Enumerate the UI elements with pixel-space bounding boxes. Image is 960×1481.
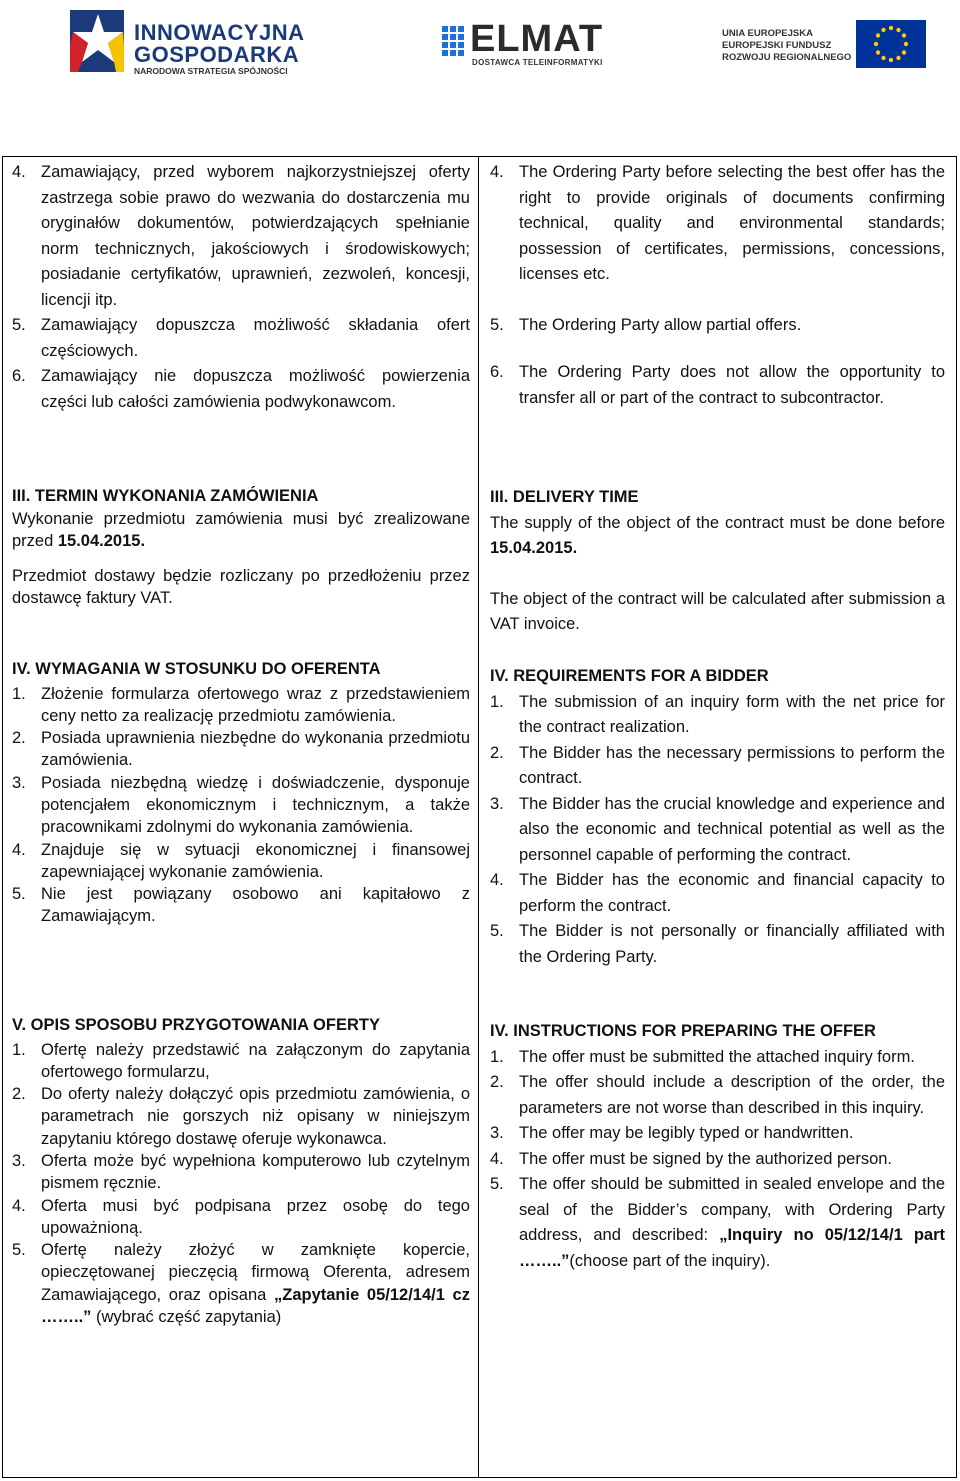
- en-item-number: 2.: [490, 1073, 504, 1091]
- pl-item-number: 4.: [12, 1196, 26, 1215]
- en-item-6: [490, 360, 945, 411]
- pl-item-number: 1.: [12, 684, 26, 703]
- pl-offer-item-5: [12, 1239, 470, 1328]
- en-delivery-text: The supply of the object of the contract must be done before: [490, 513, 945, 532]
- en-item-text: The offer must be submitted the attached inquiry form.: [519, 1047, 915, 1066]
- pl-item-text: Zamawiający dopuszcza możliwość składania ofert częściowych.: [41, 316, 470, 360]
- eu-flag-icon: [856, 20, 926, 68]
- ig-logo-line2: GOSPODARKA: [134, 42, 300, 67]
- en-item-number: 2.: [490, 743, 504, 762]
- en-section-4-heading: IV. REQUIREMENTS FOR A BIDDER: [490, 667, 769, 685]
- pl-item-text: Ofertę należy złożyć w zamknięte kopercie, opieczętowanej pieczęcią firmową Oferenta, adresem Zamawiającego, oraz opisana: [41, 1241, 470, 1304]
- en-item-4: [490, 160, 945, 288]
- en-item-text: The Ordering Party before selecting the best offer has the right to provide originals of documents confirming technical, quality and environmental standards; possession of certificates, permissions, concessions, licenses etc.: [519, 163, 945, 283]
- eu-logo-line3: ROZWOJU REGIONALNEGO: [722, 52, 852, 63]
- ig-star-emblem-icon: [68, 6, 128, 76]
- innowacyjna-gospodarka-logo: [68, 6, 328, 76]
- pl-item-number: 1.: [12, 1040, 26, 1059]
- en-section-5: [490, 1019, 945, 1274]
- en-item-5: [490, 313, 945, 339]
- pl-section-3-heading: III. TERMIN WYKONANIA ZAMÓWIENIA: [12, 487, 319, 505]
- en-item-number: 4.: [490, 871, 504, 889]
- en-item-text: The Ordering Party does not allow the opportunity to transfer all or part of the contract to subcontractor.: [519, 363, 945, 407]
- pl-section-5-heading: V. OPIS SPOSOBU PRZYGOTOWANIA OFERTY: [12, 1016, 380, 1034]
- en-item-number: 5.: [490, 922, 504, 940]
- pl-item-number: 5.: [12, 885, 26, 904]
- pl-item-text: Zamawiający, przed wyborem najkorzystniejszej oferty zastrzega sobie prawo do wezwania do dostarczenia mu oryginałów dokumentów, potwierdzających spełnianie norm technicznych, jakościowych i środowiskowych; posiadanie certyfikatów, uprawnień, zezwoleń, koncesji, licencji itp.: [41, 163, 470, 309]
- en-item-number: 6.: [490, 363, 504, 381]
- column-divider: [478, 157, 479, 1477]
- en-req-item-1: [490, 690, 945, 741]
- en-item-text: The submission of an inquiry form with the net price for the contract realization.: [519, 692, 945, 736]
- en-req-item-2: [490, 741, 945, 792]
- en-section-3: [490, 485, 945, 638]
- pl-item-text: Do oferty należy dołączyć opis przedmiotu zamówienia, o parametrach nie gorszych niż opisany w niniejszym zapytaniu którego dostawę oferuje wykonawca.: [41, 1085, 470, 1148]
- pl-item-text: Złożenie formularza ofertowego wraz z przedstawieniem ceny netto za realizację przedmiotu zamówienia.: [41, 684, 470, 725]
- en-inquiry-reference-note: (choose part of the inquiry).: [569, 1251, 771, 1270]
- pl-delivery-text: Wykonanie przedmiotu zamówienia musi być zrealizowane przed: [12, 509, 470, 550]
- pl-item-number: 2.: [12, 1085, 26, 1104]
- pl-item-5: [12, 313, 470, 364]
- eu-fund-logo: [722, 20, 932, 70]
- pl-item-number: 2.: [12, 729, 26, 748]
- pl-offer-item-2: [12, 1083, 470, 1150]
- eu-logo-text: [722, 28, 852, 64]
- pl-item-number: 3.: [12, 773, 26, 792]
- pl-delivery-date: 15.04.2015.: [57, 532, 146, 550]
- pl-section-5: [12, 1013, 470, 1328]
- en-offer-item-2: [490, 1070, 945, 1121]
- en-req-item-3: [490, 792, 945, 869]
- en-item-number: 3.: [490, 1124, 504, 1142]
- pl-item-text: Posiada uprawnienia niezbędne do wykonania przedmiotu zamówienia.: [41, 729, 470, 770]
- elmat-grid-icon: [440, 24, 468, 64]
- elmat-tagline: DOSTAWCA TELEINFORMATYKI: [472, 58, 603, 67]
- en-item-number: 1.: [490, 1047, 504, 1066]
- pl-top-items: [12, 160, 470, 415]
- pl-req-item-3: [12, 772, 470, 839]
- pl-item-text: Ofertę należy przedstawić na załączonym do zapytania ofertowego formularzu,: [41, 1040, 470, 1081]
- en-delivery-date: 15.04.2015.: [490, 539, 578, 557]
- pl-item-text: Znajduje się w sytuacji ekonomicznej i finansowej zapewniającej wykonanie zamówienia.: [41, 840, 470, 881]
- pl-item-text: Oferta może być wypełniona komputerowo lub czytelnym pismem ręcznie.: [41, 1151, 470, 1193]
- pl-item-text: Zamawiający nie dopuszcza możliwość powierzenia części lub całości zamówienia podwykonawcom.: [41, 367, 470, 411]
- en-offer-item-5: [490, 1172, 945, 1274]
- en-offer-item-4: [490, 1147, 945, 1173]
- en-item-number: 3.: [490, 794, 504, 813]
- pl-item-number: 3.: [12, 1151, 26, 1170]
- pl-item-text: Posiada niezbędną wiedzę i doświadczenie, dysponuje potencjałem ekonomicznym i technicznym, a także pracownikami zdolnymi do wykonania zamówienia.: [41, 773, 470, 837]
- eu-logo-line2: EUROPEJSKI FUNDUSZ: [722, 40, 832, 51]
- en-item-number: 5.: [490, 315, 504, 334]
- en-item-number: 1.: [490, 692, 504, 711]
- pl-offer-item-3: [12, 1150, 470, 1195]
- en-item-text: The offer should be submitted in sealed envelope and the seal of the Bidder’s company, with Ordering Party address, and described:: [519, 1175, 945, 1244]
- pl-inquiry-reference-note: (wybrać część zapytania): [96, 1308, 282, 1327]
- elmat-logo: [440, 18, 630, 70]
- en-req-item-4: [490, 868, 945, 919]
- en-section-5-heading: IV. INSTRUCTIONS FOR PREPARING THE OFFER: [490, 1022, 876, 1040]
- pl-req-item-1: [12, 683, 470, 728]
- elmat-wordmark: ELMAT: [470, 18, 604, 60]
- pl-item-text: Nie jest powiązany osobowo ani kapitałowo z Zamawiającym.: [41, 885, 470, 926]
- en-section-3-text: [490, 511, 945, 562]
- en-item-text: The Ordering Party allow partial offers.: [519, 315, 802, 334]
- en-item-number: 4.: [490, 1149, 504, 1168]
- bilingual-terms-table: [2, 156, 957, 1478]
- page-header: [0, 0, 960, 100]
- en-offer-item-1: [490, 1045, 945, 1071]
- pl-section-3-text2: Przedmiot dostawy będzie rozliczany po przedłożeniu przez dostawcę faktury VAT.: [12, 566, 470, 607]
- pl-req-item-5: [12, 883, 470, 928]
- pl-item-number: 5.: [12, 1241, 26, 1260]
- pl-section-4-heading: IV. WYMAGANIA W STOSUNKU DO OFERENTA: [12, 660, 381, 678]
- pl-section-3: [12, 485, 470, 610]
- en-section-4: [490, 664, 945, 970]
- en-item-text: The offer must be signed by the authorized person.: [519, 1149, 893, 1168]
- en-inquiry-reference: „Inquiry no 05/12/14/1 part ……..”: [519, 1226, 945, 1270]
- en-section-3-text2: The object of the contract will be calculated after submission a VAT invoice.: [490, 589, 945, 633]
- ig-logo-line1: INNOWACYJNA: [134, 20, 305, 45]
- en-item-text: The Bidder has the economic and financial capacity to perform the contract.: [519, 871, 945, 915]
- en-item-number: 4.: [490, 163, 504, 181]
- en-req-item-5: [490, 919, 945, 970]
- pl-item-4: [12, 160, 470, 313]
- en-section-3-heading: III. DELIVERY TIME: [490, 488, 639, 506]
- en-item-number: 5.: [490, 1175, 504, 1193]
- eu-logo-line1: UNIA EUROPEJSKA: [722, 28, 813, 39]
- en-item-text: The offer may be legibly typed or handwritten.: [519, 1124, 854, 1142]
- pl-req-item-4: [12, 839, 470, 884]
- pl-item-number: 6.: [12, 367, 26, 385]
- pl-item-text: Oferta musi być podpisana przez osobę do tego upoważnioną.: [41, 1196, 470, 1237]
- en-item-text: The Bidder has the crucial knowledge and experience and also the economic and technical potential as well as the personnel capable of performing the contract.: [519, 794, 945, 864]
- pl-offer-item-1: [12, 1039, 470, 1084]
- en-offer-item-3: [490, 1121, 945, 1147]
- ig-logo-line3: NARODOWA STRATEGIA SPÓJNOŚCI: [134, 66, 288, 76]
- pl-inquiry-reference: „Zapytanie 05/12/14/1 cz ……..”: [41, 1285, 470, 1327]
- pl-offer-item-4: [12, 1195, 470, 1240]
- pl-section-4: [12, 657, 470, 928]
- en-item-text: The offer should include a description of the order, the parameters are not worse than described in this inquiry.: [519, 1073, 945, 1117]
- pl-item-number: 4.: [12, 840, 26, 859]
- pl-item-number: 4.: [12, 163, 26, 181]
- pl-item-6: [12, 364, 470, 415]
- pl-req-item-2: [12, 727, 470, 772]
- pl-section-3-text: [12, 508, 470, 553]
- en-top-items: [490, 160, 945, 411]
- en-item-text: The Bidder is not personally or financially affiliated with the Ordering Party.: [519, 922, 945, 966]
- pl-item-number: 5.: [12, 316, 26, 334]
- en-item-text: The Bidder has the necessary permissions to perform the contract.: [519, 743, 945, 787]
